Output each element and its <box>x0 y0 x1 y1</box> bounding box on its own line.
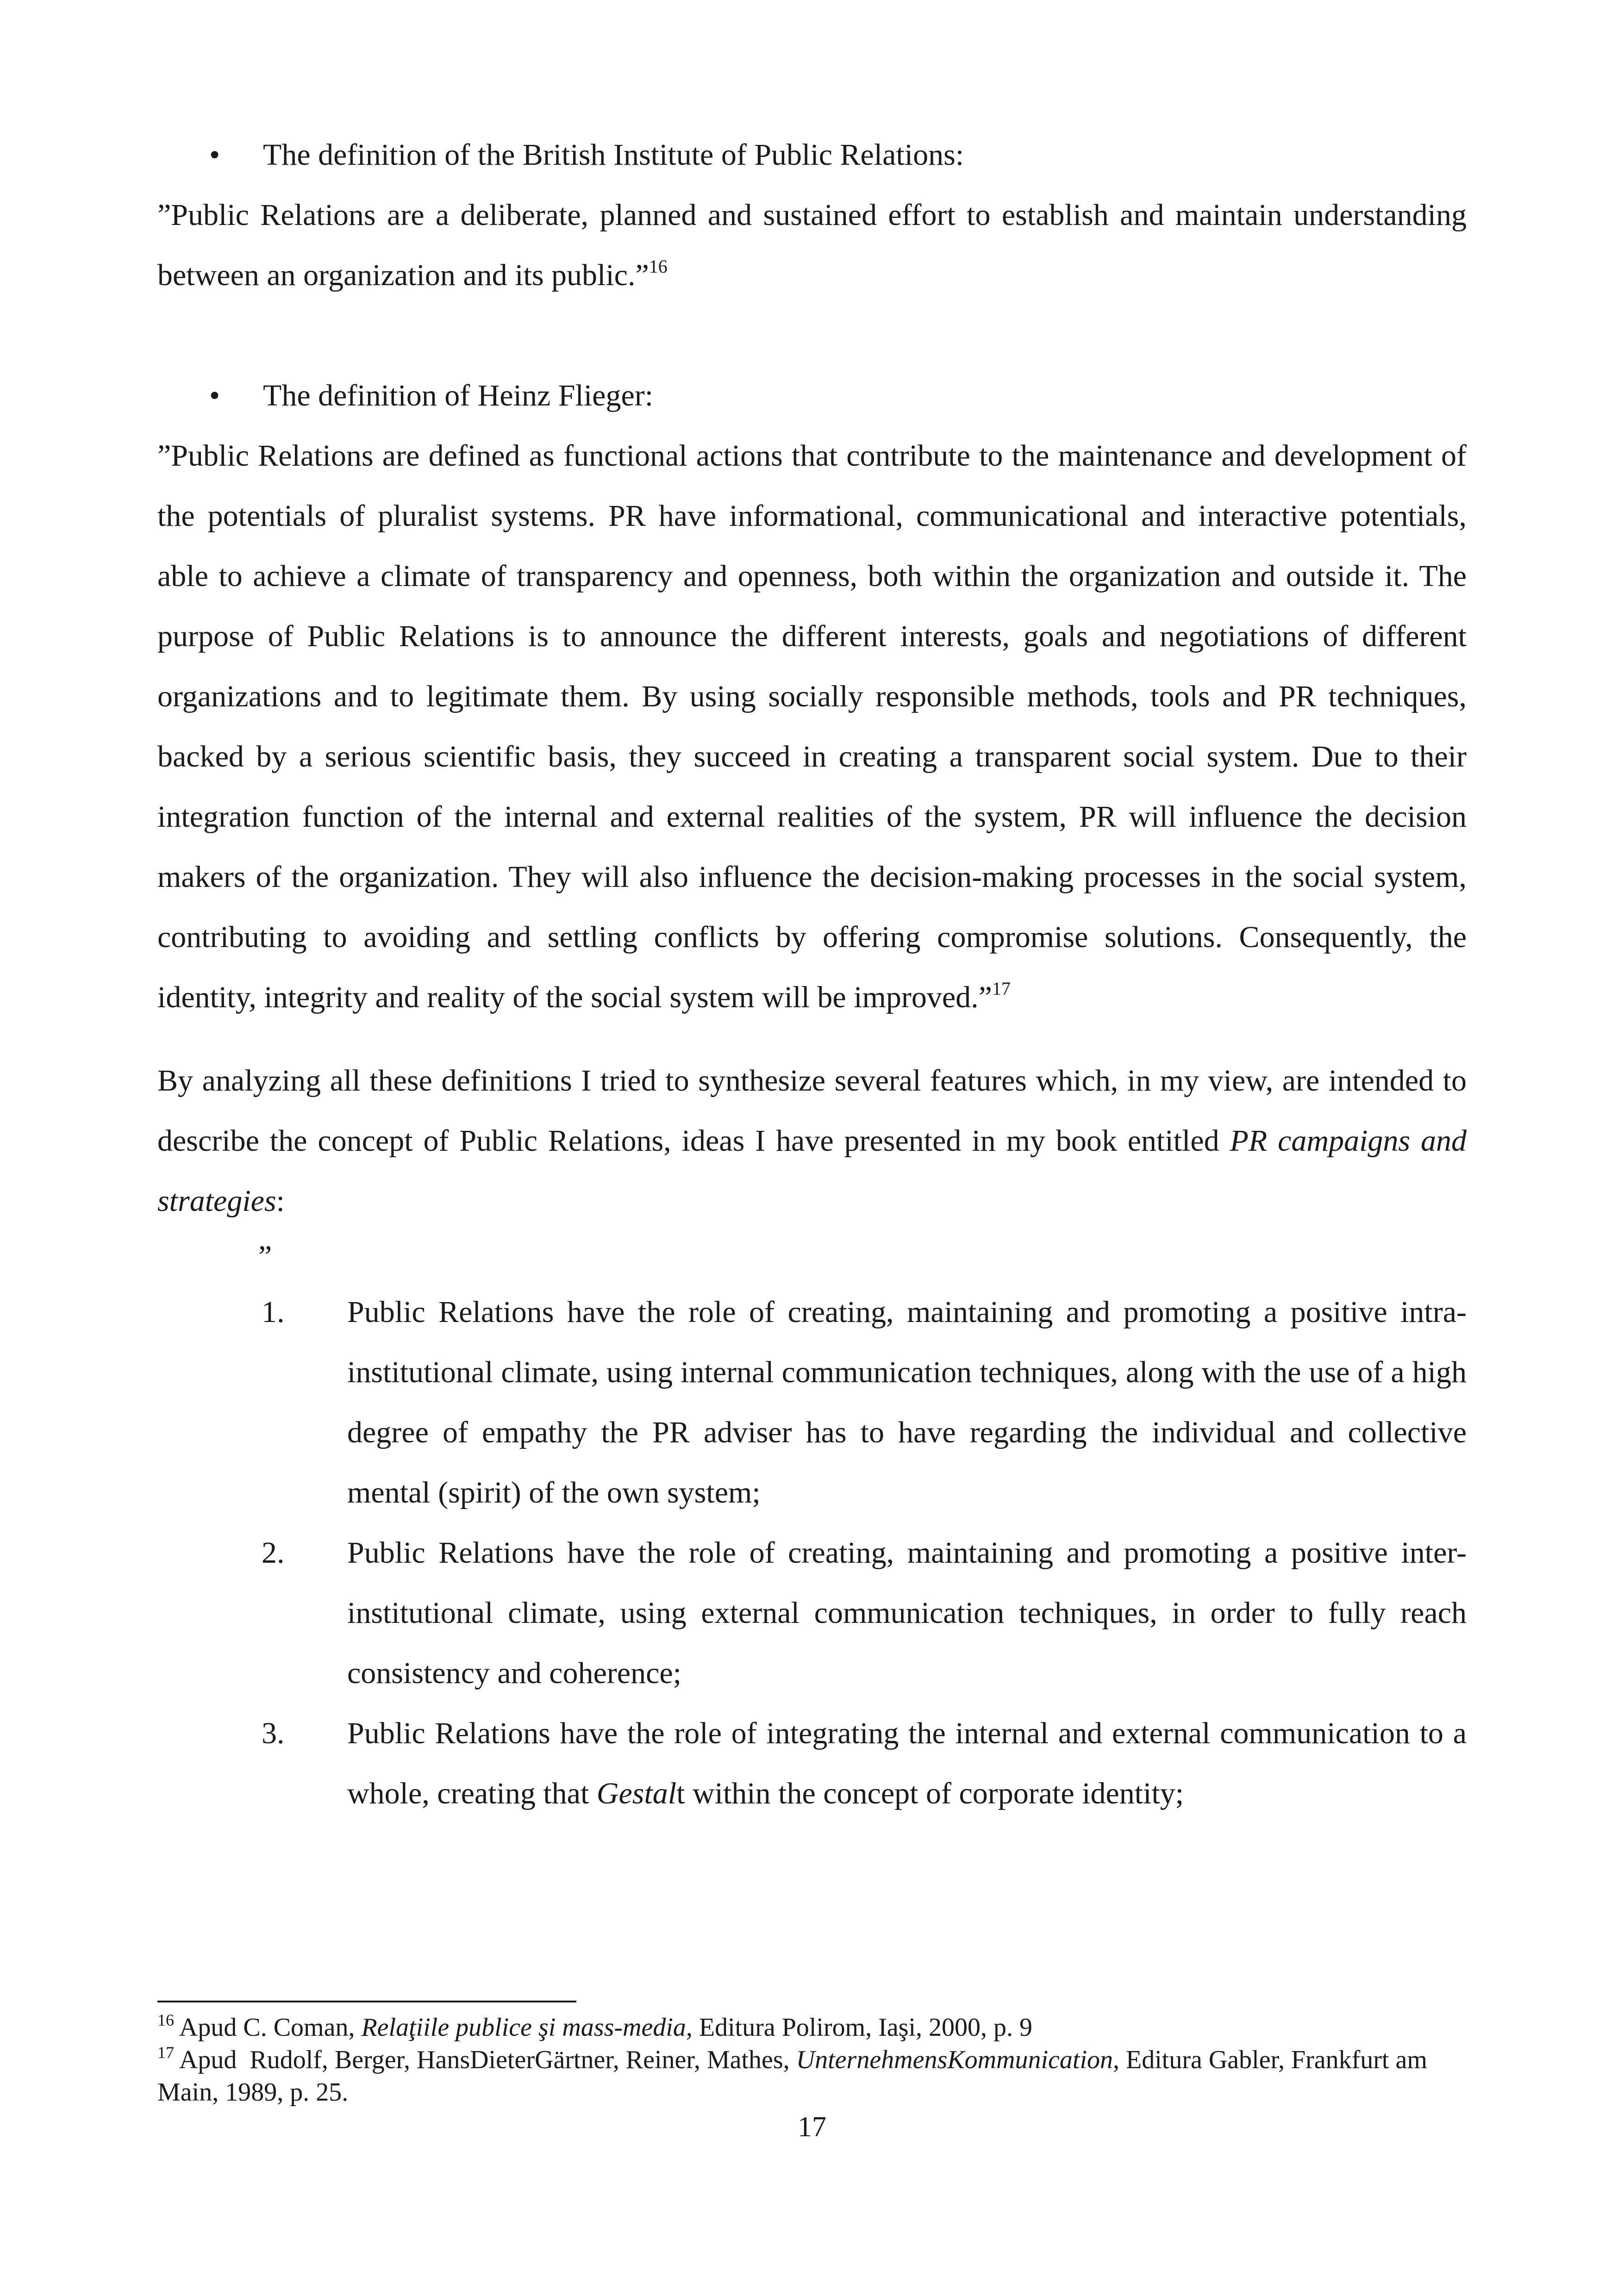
bullet-item-heinz-flieger <box>157 366 1467 426</box>
footnote-title: UnternehmensKommunication <box>796 2046 1113 2074</box>
footnote-17 <box>157 2044 1467 2108</box>
opening-quote-mark: ” <box>258 1240 272 1273</box>
footnote-text-end: , Editura Gabler, Frankfurt am Main, 1989, p. 25. <box>157 2046 1427 2107</box>
bullet-icon: • <box>209 379 220 412</box>
bullet-item-british-institute <box>157 125 1467 185</box>
analysis-paragraph <box>157 1051 1467 1231</box>
bullet-heading: The definition of the British Institute of Public Relations: <box>263 138 964 172</box>
quote-text: ”Public Relations are defined as functional actions that contribute to the maintenance and development of the potentials of pluralist systems. PR have informational, communicational and interactive potentials, able to achieve a climate of transparency and openness, both within the organization and outside it. The purpose of Public Relations is to announce the different interests, goals and negotiations of different organizations and to legitimate them. By using socially responsible methods, tools and PR techniques, backed by a serious scientific basis, they succeed in creating a transparent social system. Due to their integration function of the internal and external realities of the system, PR will influence the decision makers of the organization. They will also influence the decision-making processes in the social system, contributing to avoiding and settling conflicts by offering compromise solutions. Consequently, the identity, integrity and reality of the social system will be improved.” <box>157 439 1467 1014</box>
numbered-list <box>157 1282 1467 1824</box>
list-item <box>157 1523 1467 1703</box>
footnote-separator <box>157 2001 576 2002</box>
list-item-text: Public Relations have the role of creating, maintaining and promoting a positive intra-institutional climate, using internal communication techniques, along with the use of a high degree of empathy the PR adviser has to have regarding the individual and collective mental (spirit) of the own system; <box>347 1295 1467 1509</box>
footnote-16 <box>157 2011 1467 2044</box>
footnote-number: 17 <box>157 2043 174 2062</box>
list-number: 3. <box>262 1716 285 1750</box>
footnote-title: Relaţiile publice şi mass-media <box>361 2013 686 2042</box>
list-item-text: Public Relations have the role of integrating the internal and external communication to a whole, creating that <box>347 1716 1467 1810</box>
list-item-text: Public Relations have the role of creating, maintaining and promoting a positive inter-institutional climate, using external communication techniques, in order to fully reach consistency and coherence; <box>347 1536 1467 1690</box>
quote-paragraph <box>157 426 1467 1028</box>
body-text <box>157 125 1467 1824</box>
book-title: PR campaigns and strategies <box>157 1124 1467 1218</box>
footnotes <box>157 2011 1467 2108</box>
footnote-text: Apud Rudolf, Berger, HansDieterGärtner, Reiner, Mathes, <box>174 2046 796 2074</box>
quote-paragraph <box>157 185 1467 306</box>
quote-text: ”Public Relations are a deliberate, planned and sustained effort to establish and maintain understanding between an organization and its public.” <box>157 198 1467 292</box>
page-number: 17 <box>798 2111 826 2143</box>
footnote-text: Apud C. Coman, <box>174 2013 362 2042</box>
footnote-text-end: , Editura Polirom, Iaşi, 2000, p. 9 <box>686 2013 1033 2042</box>
list-item <box>157 1703 1467 1824</box>
bullet-icon: • <box>209 138 220 172</box>
list-number: 2. <box>262 1536 285 1570</box>
analysis-text: By analyzing all these definitions I tried to synthesize several features which, in my view, are intended to describe the concept of Public Relations, ideas I have presented in my book entitled <box>157 1064 1467 1158</box>
spacer <box>157 306 1467 366</box>
analysis-colon: : <box>276 1184 285 1218</box>
footnote-ref: 16 <box>649 256 668 277</box>
bullet-heading: The definition of Heinz Flieger: <box>263 379 654 412</box>
list-item <box>157 1282 1467 1523</box>
list-number: 1. <box>262 1295 285 1329</box>
list-item-text-end: t within the concept of corporate identity; <box>676 1777 1184 1810</box>
footnote-number: 16 <box>157 2011 174 2030</box>
list-item-italic: Gestal <box>596 1777 677 1810</box>
footnote-ref: 17 <box>992 978 1011 999</box>
spacer <box>157 1028 1467 1051</box>
